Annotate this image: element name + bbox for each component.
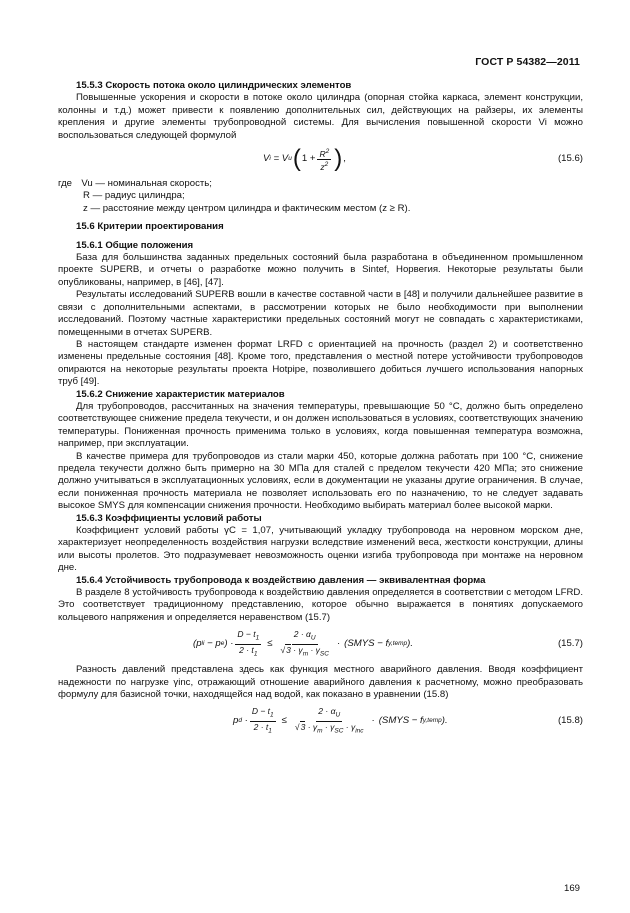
paragraph: Результаты исследований SUPERB вошли в качестве составной части в [48] и получили дальнейшее развитие в связи с дополнительными аспектами, в рассмотрении которых не было необходимости при выполнении исследований. Поэтому частные характеристики предельных состояний могут не совпадать с характеристиками, помещенными в отчетах SUPERB.: [58, 289, 583, 338]
section-heading-15-6-1: 15.6.1 Общие положения: [76, 239, 194, 251]
formula-number: (15.8): [557, 715, 583, 727]
formula-15-8: [58, 701, 583, 741]
section-heading-15-5-3: 15.5.3 Скорость потока около цилиндрических элементов: [76, 80, 352, 91]
formula-expression: (p li − p e ) · $\frac{D - t_1}{2 \cdot t_1}$ ≤ $\frac{2 \cdot \alpha_U}{√3 \cdot \gamma_m \cdot \gamma_{SC}}$ · (SMYS − f y,temp ).: [193, 629, 414, 658]
where-item: z — расстояние между центром цилиндра и фактическим местом (z ≥ R).: [83, 202, 411, 214]
formula-15-7: [58, 624, 583, 664]
where-label: где: [58, 178, 73, 190]
formula-expression: p d · $\frac{D - t_1}{2 \cdot t_1}$ ≤ $\frac{2 \cdot \alpha_U}{√3 \cdot \gamma_m \cdot \gamma_{SC} \cdot \gamma_{inc}}$ · (SMYS − f y,temp ).: [233, 706, 448, 735]
formula-number: (15.6): [557, 152, 583, 164]
paragraph: Разность давлений представлена здесь как функция местного аварийного давления. Вводя коэффициент надежности по нагрузке γinc, отражающий отношение аварийного давления к расчетному, можно преобразовать формулу для базисной точки, находящейся над водой, как показано в уравнении (15.8): [58, 664, 583, 701]
standard-header: ГОСТ Р 54382—2011: [475, 56, 580, 68]
paragraph: Коэффициент условий работы γC = 1,07, учитывающий укладку трубопровода на неровном морском дне, характеризует неопределенность воздействия нагрузки вследствие изменений веса, жесткости конструкции, длины или высоты пролетов. Это подразумевает невозможность оценки изгиба трубопровода при монтаже на неровном дне.: [58, 525, 583, 574]
section-heading-15-6: 15.6 Критерии проектирования: [76, 221, 224, 233]
paragraph: Для трубопроводов, рассчитанных на значения температуры, превышающие 50 °С, должно быть определено соответствующее снижение предела текучести, и он должен использоваться в условиях, соответствующих значению температуры. Пониженная прочность применима только в условиях, когда повышенная температура возможна, например, при эксплуатации.: [58, 400, 583, 450]
section-heading-15-6-4: 15.6.4 Устойчивость трубопровода к воздействию давления — эквивалентная форма: [76, 574, 486, 586]
paragraph: База для большинства заданных предельных состояний была разработана в объединенном промышленном проекте SUPERB, и отчеты о разработке можно получить в Sintef, Норвегия. Некоторые результаты были опубликованы, например, в [46], [47].: [58, 252, 583, 288]
page-number: 169: [563, 883, 580, 894]
formula-15-6: [58, 142, 583, 176]
where-list: [58, 178, 583, 215]
paragraph: В разделе 8 устойчивость трубопровода к воздействию давления определяется в соответствии с методом LFRD. Это соответствует традиционному представлению, которое обычно выражается в понятиях допускаемого кольцевого напряжения и определяется неравенством (15.7): [58, 587, 583, 623]
paragraph: Повышенные ускорения и скорости в потоке около цилиндра (опорная стойка каркаса, элемент конструкции, колонны и т.д.) может привести к появлению дополнительных сил, действующих на райзеры, их элементы крепления и другие элементы трубопроводной системы. Для вычисления повышенной скорости Vi можно воспользоваться следующей формулой: [58, 92, 583, 141]
formula-number: (15.7): [557, 638, 583, 650]
formula-expression: V i = V u ( 1 + $\frac{R^2}{z^2}$ ) ,: [263, 145, 346, 173]
section-heading-15-6-2: 15.6.2 Снижение характеристик материалов: [76, 388, 285, 400]
section-heading-15-6-3: 15.6.3 Коэффициенты условий работы: [76, 512, 262, 524]
document-body: [58, 80, 583, 741]
paragraph: В качестве примера для трубопроводов из стали марки 450, которые должна работать при 100 °С, снижение предела текучести должно быть примерно на 30 МПа для сталей с пределом текучести 420 МПа; это снижение должно учитываться в эксплуатационных условиях, если в документации не указаны другие ограничения. В случае, если пониженная прочность материала не позволяет использовать его по назначению, то не следует задавать высокое SMYS для компенсации снижения прочности. Необходимо выбирать материал более высокой марки.: [58, 450, 583, 512]
paragraph: В настоящем стандарте изменен формат LRFD с ориентацией на прочность (раздел 2) и соответственно изменены предельные состояния [48]. Кроме того, представления о местной потере устойчивости трубопроводов опираются на некоторые результаты проекта Hotpipe, позволившего добиться лучшего использования напорных труб [49].: [58, 338, 583, 388]
where-item: Vu — номинальная скорость;: [81, 178, 212, 190]
where-item: R — радиус цилиндра;: [83, 190, 185, 202]
